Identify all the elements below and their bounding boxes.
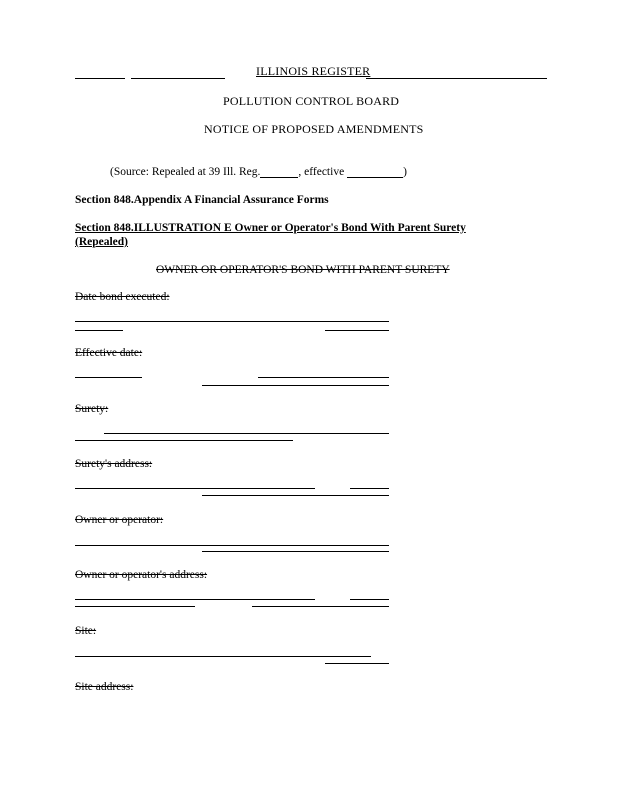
field-line-surety-a bbox=[104, 433, 389, 434]
field-line-date-bond-executed bbox=[75, 321, 389, 322]
source-suffix: ) bbox=[403, 166, 407, 178]
form-title: OWNER OR OPERATOR'S BOND WITH PARENT SURETY bbox=[156, 264, 450, 276]
field-label-surety: Surety: bbox=[75, 403, 109, 415]
field-label-effective-date: Effective date: bbox=[75, 347, 143, 359]
source-line bbox=[110, 165, 407, 178]
field-line-owner-operator-address-b bbox=[350, 599, 389, 600]
field-label-owner-operator-address: Owner or operator's address: bbox=[75, 569, 208, 581]
reg-volume-blank bbox=[260, 165, 298, 178]
header-rule-left-1 bbox=[75, 78, 125, 79]
field-line-surety-b bbox=[75, 440, 293, 441]
effective-date-blank bbox=[347, 165, 403, 178]
field-line-owner-operator-a bbox=[75, 545, 389, 546]
board-name: POLLUTION CONTROL BOARD bbox=[223, 94, 400, 108]
field-line-site-b bbox=[325, 663, 389, 664]
field-label-date-bond-executed: Date bond executed: bbox=[75, 291, 170, 303]
notice-title: NOTICE OF PROPOSED AMENDMENTS bbox=[204, 122, 424, 136]
source-middle: , effective bbox=[298, 166, 345, 178]
field-line-date-bond-executed-2a bbox=[75, 330, 123, 331]
field-line-surety-address-c bbox=[202, 495, 389, 496]
field-line-owner-operator-address-c bbox=[75, 606, 195, 607]
field-label-owner-operator: Owner or operator: bbox=[75, 514, 164, 526]
section-illustration-heading: Section 848.ILLUSTRATION E Owner or Operator's Bond With Parent Surety bbox=[75, 222, 466, 234]
field-line-date-bond-executed-2b bbox=[325, 330, 389, 331]
field-line-surety-address-b bbox=[350, 488, 389, 489]
field-label-site: Site: bbox=[75, 625, 97, 637]
register-title: ILLINOIS REGISTER bbox=[256, 64, 371, 78]
header-rule-right bbox=[366, 78, 547, 79]
field-label-site-address: Site address: bbox=[75, 681, 134, 693]
field-line-owner-operator-b bbox=[202, 551, 389, 552]
section-illustration-repealed: (Repealed) bbox=[75, 236, 129, 248]
section-appendix-heading: Section 848.Appendix A Financial Assurance Forms bbox=[75, 194, 329, 206]
field-line-surety-address-a bbox=[75, 488, 315, 489]
source-prefix: (Source: Repealed at 39 Ill. Reg. bbox=[110, 166, 261, 178]
header-rule-left-2 bbox=[131, 78, 225, 79]
field-label-surety-address: Surety's address: bbox=[75, 458, 153, 470]
field-line-effective-date-a bbox=[75, 377, 142, 378]
field-line-effective-date-c bbox=[202, 385, 389, 386]
field-line-owner-operator-address-d bbox=[252, 606, 389, 607]
field-line-site-a bbox=[75, 656, 371, 657]
field-line-owner-operator-address-a bbox=[75, 599, 315, 600]
field-line-effective-date-b bbox=[258, 377, 389, 378]
